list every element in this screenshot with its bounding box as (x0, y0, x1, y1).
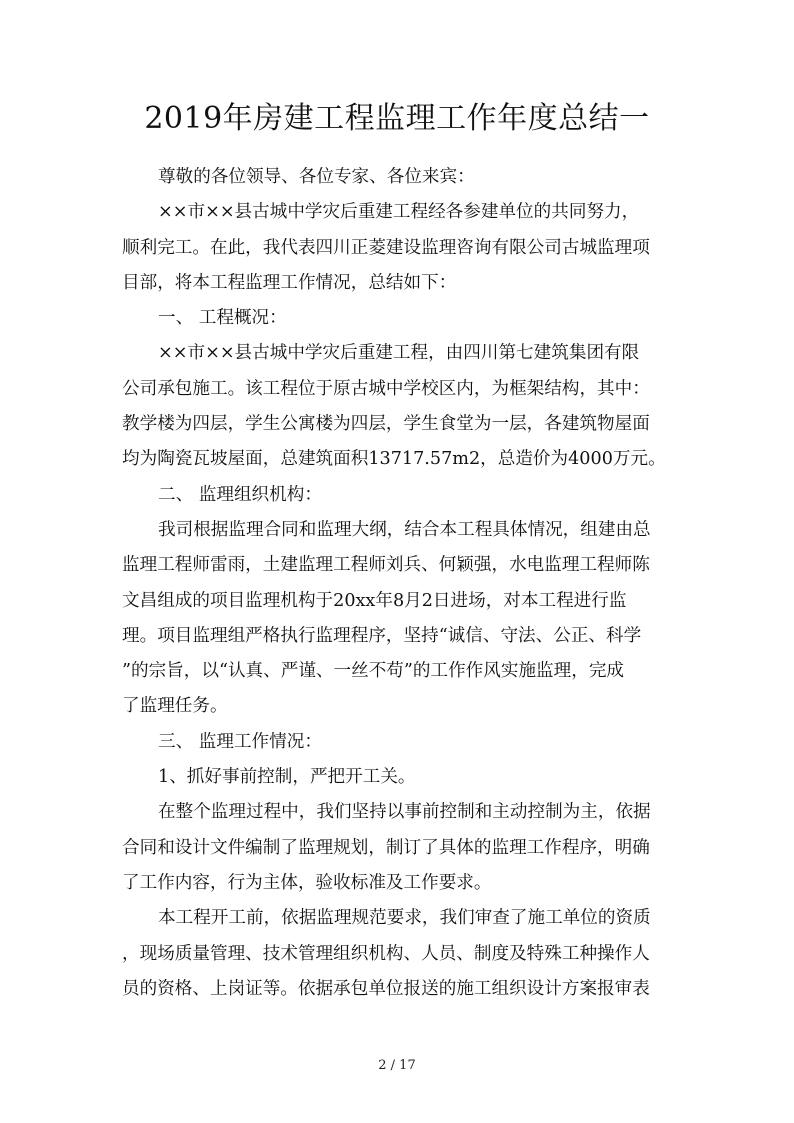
paragraph-line: 了监理任务。 (122, 696, 228, 717)
paragraph-line: 了工作内容，行为主体，验收标准及工作要求。 (122, 872, 492, 893)
document-body (122, 160, 682, 1007)
paragraph-line: ”的宗旨，以“认真、严谨、一丝不苟”的工作作风实施监理，完成 (122, 661, 625, 682)
paragraph-line: 我司根据监理合同和监理大纲，结合本工程具体情况，组建由总 (158, 519, 651, 540)
section-heading: 一、 工程概况： (158, 308, 287, 329)
paragraph-line: 目部，将本工程监理工作情况，总结如下： (122, 272, 457, 293)
paragraph-line: 顺利完工。在此，我代表四川正菱建设监理咨询有限公司古城监理项 (122, 237, 650, 258)
paragraph-line: 尊敬的各位领导、各位专家、各位来宾： (158, 167, 475, 187)
paragraph-line: 教学楼为四层，学生公寓楼为四层，学生食堂为一层，各建筑物屋面 (122, 414, 650, 435)
paragraph-line: ××市××县古城中学灾后重建工程经各参建单位的共同努力， (158, 202, 640, 223)
paragraph-line: 员的资格、上岗证等。依据承包单位报送的施工组织设计方案报审表 (122, 978, 650, 999)
subsection-heading: 1、抓好事前控制，严把开工关。 (158, 767, 416, 788)
paragraph-line: ，现场质量管理、技术管理组织机构、人员、制度及特殊工种操作人 (122, 943, 650, 964)
paragraph-line: 在整个监理过程中，我们坚持以事前控制和主动控制为主，依据 (158, 802, 651, 823)
page-number: 2 / 17 (378, 1058, 416, 1073)
paragraph-line: 本工程开工前，依据监理规范要求，我们审查了施工单位的资质 (158, 908, 651, 929)
paragraph-line: ××市××县古城中学灾后重建工程，由四川第七建筑集团有限 (158, 343, 640, 364)
paragraph-line: 合同和设计文件编制了监理规划，制订了具体的监理工作程序，明确 (122, 837, 650, 858)
paragraph-line: 监理工程师雷雨，土建监理工程师刘兵、何颖强，水电监理工程师陈 (122, 555, 650, 576)
paragraph-line: 文昌组成的项目监理机构于20xx年8月2日进场，对本工程进行监 (122, 590, 627, 611)
paragraph-line: 理。项目监理组严格执行监理程序，坚持“诚信、守法、公正、科学 (122, 625, 642, 646)
paragraph-line: 均为陶瓷瓦坡屋面，总建筑面积13717.57m2，总造价为4000万元。 (122, 449, 666, 470)
paragraph-line: 公司承包施工。该工程位于原古城中学校区内，为框架结构，其中： (122, 378, 650, 399)
document-title: 2019年房建工程监理工作年度总结一 (144, 101, 650, 136)
section-heading: 三、 监理工作情况： (158, 731, 322, 752)
section-heading: 二、 监理组织机构： (158, 484, 322, 505)
